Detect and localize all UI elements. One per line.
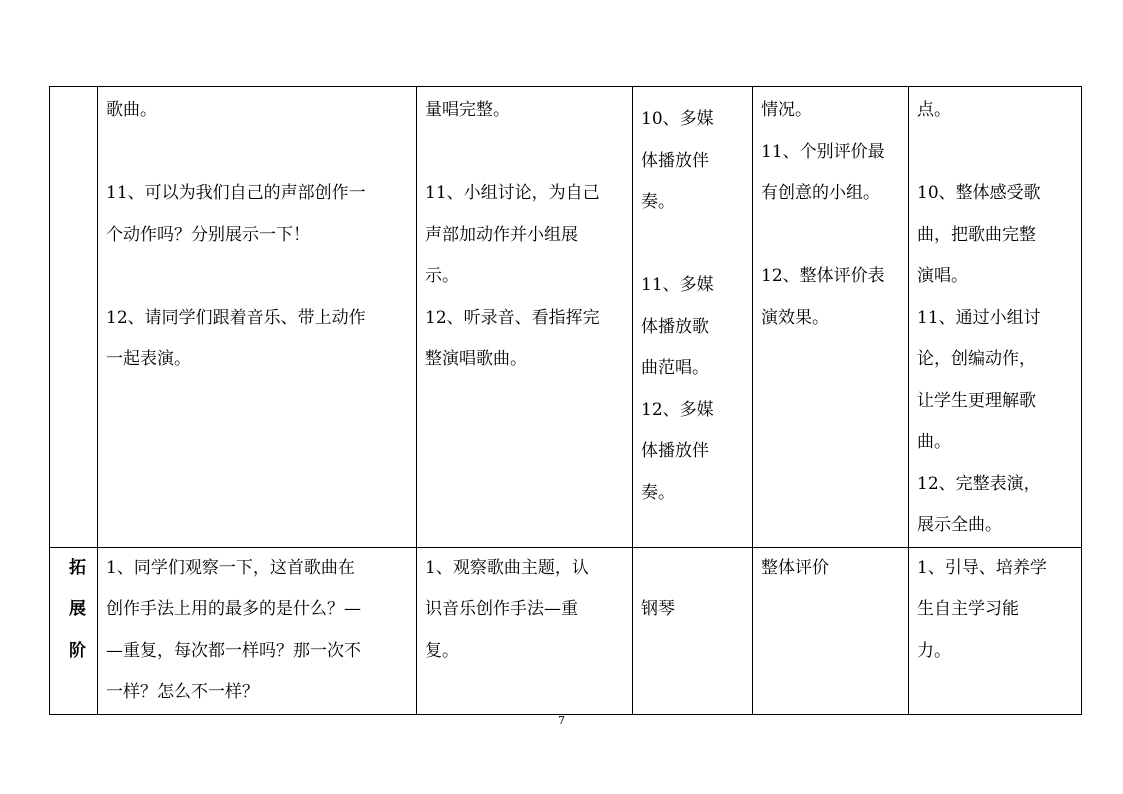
table-row bbox=[50, 547, 1082, 714]
text-line: 10、整体感受歌 bbox=[917, 183, 1041, 203]
text-line: 情况。 bbox=[761, 100, 812, 120]
text-line: 点。 bbox=[917, 100, 951, 120]
evaluation-cell bbox=[753, 87, 909, 548]
stage-label: 阶 bbox=[69, 640, 86, 661]
stage-cell bbox=[50, 547, 98, 714]
stage-label: 拓 bbox=[69, 557, 86, 578]
text-line: 12、请同学们跟着音乐、带上动作 bbox=[106, 307, 366, 328]
text-line: 个动作吗？分别展示一下！ bbox=[106, 224, 310, 245]
text-line: 让学生更理解歌 bbox=[917, 390, 1036, 411]
text-line: 11、个别评价最 bbox=[761, 141, 885, 162]
text-line: —重复，每次都一样吗？那一次不 bbox=[106, 640, 361, 661]
text-line: 奏。 bbox=[641, 192, 675, 212]
text-line: 曲范唱。 bbox=[641, 358, 709, 378]
text-line: 力。 bbox=[917, 640, 951, 661]
text-line: 歌曲。 bbox=[106, 100, 157, 120]
text-line: 整体评价 bbox=[761, 557, 829, 578]
text-line: 体播放伴 bbox=[641, 150, 709, 171]
intent-cell bbox=[909, 87, 1082, 548]
text-line: 一样？怎么不一样？ bbox=[106, 682, 259, 702]
lesson-plan-table bbox=[49, 86, 1082, 715]
text-line: 声部加动作并小组展 bbox=[425, 224, 578, 245]
text-line: 展示全曲。 bbox=[917, 515, 1002, 535]
text-line: 演唱。 bbox=[917, 266, 968, 286]
media-cell bbox=[633, 547, 753, 714]
student-activity-cell bbox=[417, 87, 633, 548]
page-number: 7 bbox=[558, 714, 565, 727]
text-line: 一起表演。 bbox=[106, 349, 191, 369]
table-row bbox=[50, 87, 1082, 548]
text-line: 有创意的小组。 bbox=[761, 183, 880, 203]
text-line: 1、引导、培养学 bbox=[917, 557, 1047, 578]
text-line: 识音乐创作手法—重 bbox=[425, 599, 578, 619]
text-line: 12、整体评价表 bbox=[761, 266, 885, 286]
media-cell bbox=[633, 87, 753, 548]
text-line: 10、多媒 bbox=[641, 109, 714, 129]
text-line: 生自主学习能 bbox=[917, 599, 1019, 619]
stage-cell bbox=[50, 87, 98, 548]
text-line: 复。 bbox=[425, 640, 459, 661]
text-line: 钢琴 bbox=[641, 599, 675, 619]
text-line: 1、观察歌曲主题，认 bbox=[425, 557, 589, 578]
intent-cell bbox=[909, 547, 1082, 714]
text-line: 曲，把歌曲完整 bbox=[917, 224, 1036, 245]
student-activity-cell bbox=[417, 547, 633, 714]
text-line: 11、多媒 bbox=[641, 275, 714, 295]
text-line: 演效果。 bbox=[761, 307, 829, 328]
text-line: 11、小组讨论，为自己 bbox=[425, 183, 600, 203]
text-line: 12、听录音、看指挥完 bbox=[425, 307, 600, 328]
teacher-activity-cell bbox=[98, 547, 417, 714]
text-line: 量唱完整。 bbox=[425, 100, 510, 120]
text-line: 12、完整表演， bbox=[917, 473, 1041, 494]
evaluation-cell bbox=[753, 547, 909, 714]
text-line: 奏。 bbox=[641, 482, 675, 503]
text-line: 体播放伴 bbox=[641, 441, 709, 461]
text-line: 11、可以为我们自己的声部创作一 bbox=[106, 183, 366, 203]
teacher-activity-cell bbox=[98, 87, 417, 548]
text-line: 11、通过小组讨 bbox=[917, 307, 1041, 328]
text-line: 1、同学们观察一下，这首歌曲在 bbox=[106, 557, 355, 578]
text-line: 创作手法上用的最多的是什么？— bbox=[106, 599, 361, 619]
text-line: 体播放歌 bbox=[641, 316, 709, 337]
text-line: 曲。 bbox=[917, 432, 951, 452]
text-line: 12、多媒 bbox=[641, 399, 714, 420]
text-line: 示。 bbox=[425, 266, 459, 286]
text-line: 论，创编动作， bbox=[917, 349, 1036, 369]
text-line: 整演唱歌曲。 bbox=[425, 349, 527, 369]
stage-label: 展 bbox=[69, 599, 86, 619]
